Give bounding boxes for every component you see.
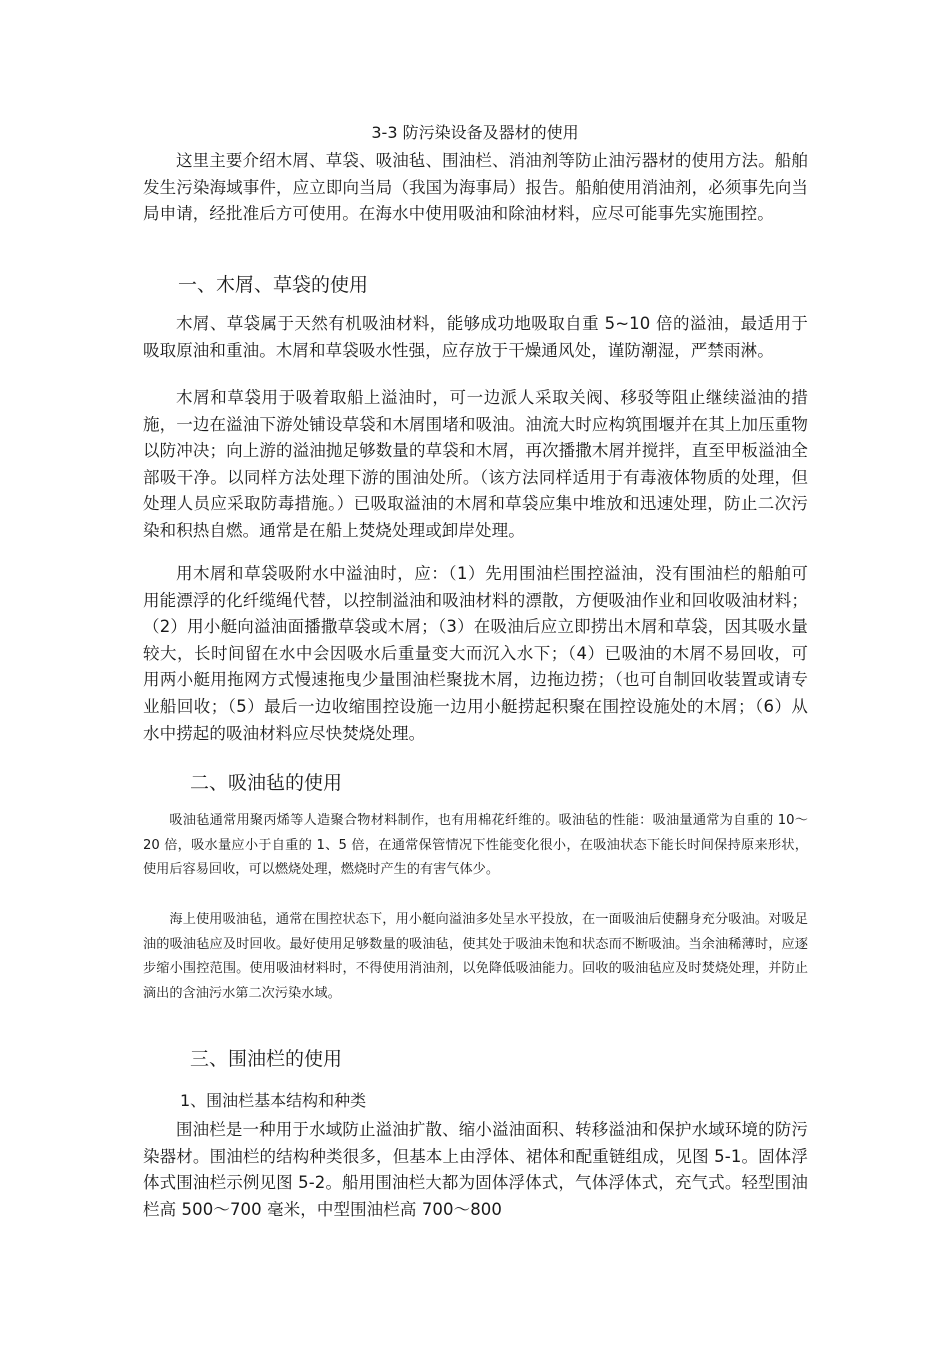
heading-oil-boom: 三、围油栏的使用 xyxy=(190,1048,343,1070)
subheading-boom-structure: 1、围油栏基本结构和种类 xyxy=(180,1091,367,1110)
paragraph-boom-structure: 围油栏是一种用于水域防止溢油扩散、缩小溢油面积、转移溢油和保护水域环境的防污染器材。围油栏的结构种类很多，但基本上由浮体、裙体和配重链组成，见图 5-1。固体浮体式围油栏示例见图 5-2。船用围油栏大都为固体浮体式，气体浮体式，充气式。轻型围油栏高 500～700 毫米，中型围油栏高 700～800 xyxy=(143,1120,808,1219)
heading-sawdust-strawbags: 一、木屑、草袋的使用 xyxy=(178,274,369,296)
intro-paragraph: 这里主要介绍木屑、草袋、吸油毡、围油栏、消油剂等防止油污器材的使用方法。船舶发生污染海域事件，应立即向当局（我国为海事局）报告。船舶使用消油剂，必须事先向当局申请，经批准后方可使用。在海水中使用吸油和除油材料，应尽可能事先实施围控。 xyxy=(143,151,808,224)
section-title: 3-3 防污染设备及器材的使用 xyxy=(371,123,579,142)
paragraph-felt-properties: 吸油毡通常用聚丙烯等人造聚合物材料制作，也有用棉花纤维的。吸油毡的性能：吸油量通常为自重的 10～20 倍，吸水量应小于自重的 1、5 倍，在通常保管情况下性能变化很小，在吸油状态下能长时间保持原来形状，使用后容易回收，可以燃烧处理，燃烧时产生的有害气体少。 xyxy=(143,813,808,878)
paragraph-felt-usage: 海上使用吸油毡，通常在围控状态下，用小艇向溢油多处呈水平投放，在一面吸油后使翻身充分吸油。对吸足油的吸油毡应及时回收。最好使用足够数量的吸油毡，使其处于吸油未饱和状态而不断吸油。当余油稀薄时，应逐步缩小围控范围。使用吸油材料时，不得使用消油剂，以免降低吸油能力。回收的吸油毡应及时焚烧处理，并防止滴出的含油污水第二次污染水域。 xyxy=(143,912,808,1002)
paragraph-sawdust-water: 用木屑和草袋吸附水中溢油时，应：（1）先用围油栏围控溢油，没有围油栏的船舶可用能漂浮的化纤缆绳代替，以控制溢油和吸油材料的漂散，方便吸油作业和回收吸油材料；（2）用小艇向溢油面播撒草袋或木屑；（3）在吸油后应立即捞出木屑和草袋，因其吸水量较大，长时间留在水中会因吸水后重量变大而沉入水下；（4）已吸油的木屑不易回收，可用两小艇用拖网方式慢速拖曳少量围油栏聚拢木屑，边拖边捞；（也可自制回收装置或请专业船回收；（5）最后一边收缩围控设施一边用小艇捞起积聚在围控设施处的木屑；（6）从水中捞起的吸油材料应尽快焚烧处理。 xyxy=(143,564,808,743)
paragraph-sawdust-properties: 木屑、草袋属于天然有机吸油材料，能够成功地吸取自重 5~10 倍的溢油，最适用于吸取原油和重油。木屑和草袋吸水性强，应存放于干燥通风处，谨防潮湿，严禁雨淋。 xyxy=(143,314,808,360)
heading-oil-absorbent-felt: 二、吸油毡的使用 xyxy=(190,772,343,794)
paragraph-sawdust-onboard: 木屑和草袋用于吸着取船上溢油时，可一边派人采取关阀、移驳等阻止继续溢油的措施，一边在溢油下游处铺设草袋和木屑围堵和吸油。油流大时应构筑围堰并在其上加压重物以防冲决；向上游的溢油抛足够数量的草袋和木屑，再次播撒木屑并搅拌，直至甲板溢油全部吸干净。以同样方法处理下游的围油处所。（该方法同样适用于有毒液体物质的处理，但处理人员应采取防毒措施。）已吸取溢油的木屑和草袋应集中堆放和迅速处理，防止二次污染和积热自燃。通常是在船上焚烧处理或卸岸处理。 xyxy=(143,388,808,540)
